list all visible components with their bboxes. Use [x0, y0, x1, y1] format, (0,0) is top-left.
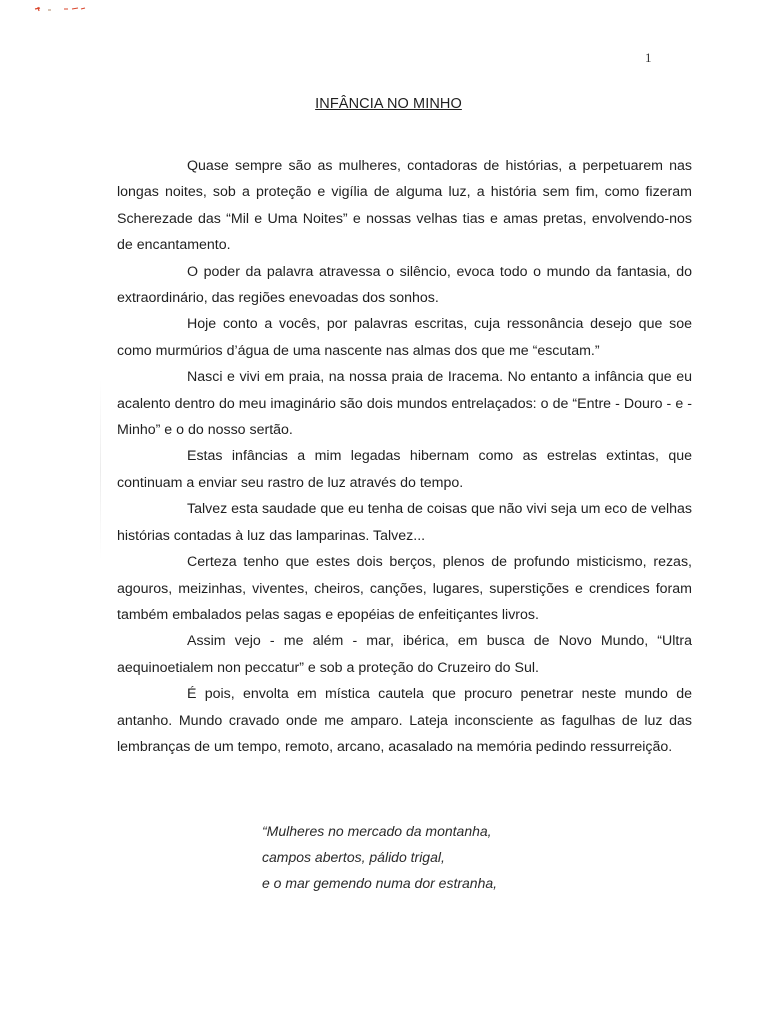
verse-line: “Mulheres no mercado da montanha,	[262, 823, 492, 839]
verse-line: campos abertos, pálido trigal,	[262, 849, 445, 865]
paragraph: Nasci e vivi em praia, na nossa praia de Iracema. No entanto a infância que eu acalento dentro do meu imaginário são dois mundos entrelaçados: o de “Entre - Douro - e - Minho” e o do nosso sertão.	[117, 369, 692, 439]
body-text	[117, 153, 692, 760]
paragraph: Estas infâncias a mim legadas hibernam como as estrelas extintas, que continuam a enviar seu rastro de luz através do tempo.	[117, 448, 692, 491]
verse-line: e o mar gemendo numa dor estranha,	[262, 875, 498, 891]
paragraph: Talvez esta saudade que eu tenha de coisas que não vivi seja um eco de velhas histórias contadas à luz das lamparinas. Talvez...	[117, 501, 692, 544]
scan-mark-icon	[34, 6, 86, 12]
verse-quote	[262, 818, 497, 896]
paragraph: É pois, envolta em mística cautela que procuro penetrar neste mundo de antanho. Mundo cravado onde me amparo. Lateja inconsciente as fagulhas de luz das lembranças de um tempo, remoto, arcano, acasalado na memória pedindo ressurreição.	[117, 686, 692, 755]
scan-edge-shadow	[100, 380, 101, 560]
paragraph: Hoje conto a vocês, por palavras escritas, cuja ressonância desejo que soe como murmúrios d’água de uma nascente nas almas dos que me “escutam.”	[117, 316, 692, 359]
paragraph: O poder da palavra atravessa o silêncio, evoca todo o mundo da fantasia, do extraordinário, das regiões enevoadas dos sonhos.	[117, 263, 692, 307]
paragraph: Quase sempre são as mulheres, contadoras de histórias, a perpetuarem nas longas noites, sob a proteção e vigília de alguma luz, a história sem fim, como fizeram Scherezade das “Mil e Uma Noites” e nossas velhas tias e amas pretas, envolvendo-nos de encantamento.	[117, 158, 692, 254]
paragraph: Certeza tenho que estes dois berços, plenos de profundo misticismo, rezas, agouros, meizinhas, viventes, cheiros, canções, lugares, superstições e crendices foram também embalados pelas sagas e epopéias de enfeitiçantes livros.	[117, 554, 692, 623]
page-number: 1	[645, 50, 652, 65]
paragraph: Assim vejo - me além - mar, ibérica, em busca de Novo Mundo, “Ultra aequinoetialem non peccatur” e sob a proteção do Cruzeiro do Sul.	[117, 633, 692, 676]
page-title: INFÂNCIA NO MINHO	[315, 96, 462, 112]
